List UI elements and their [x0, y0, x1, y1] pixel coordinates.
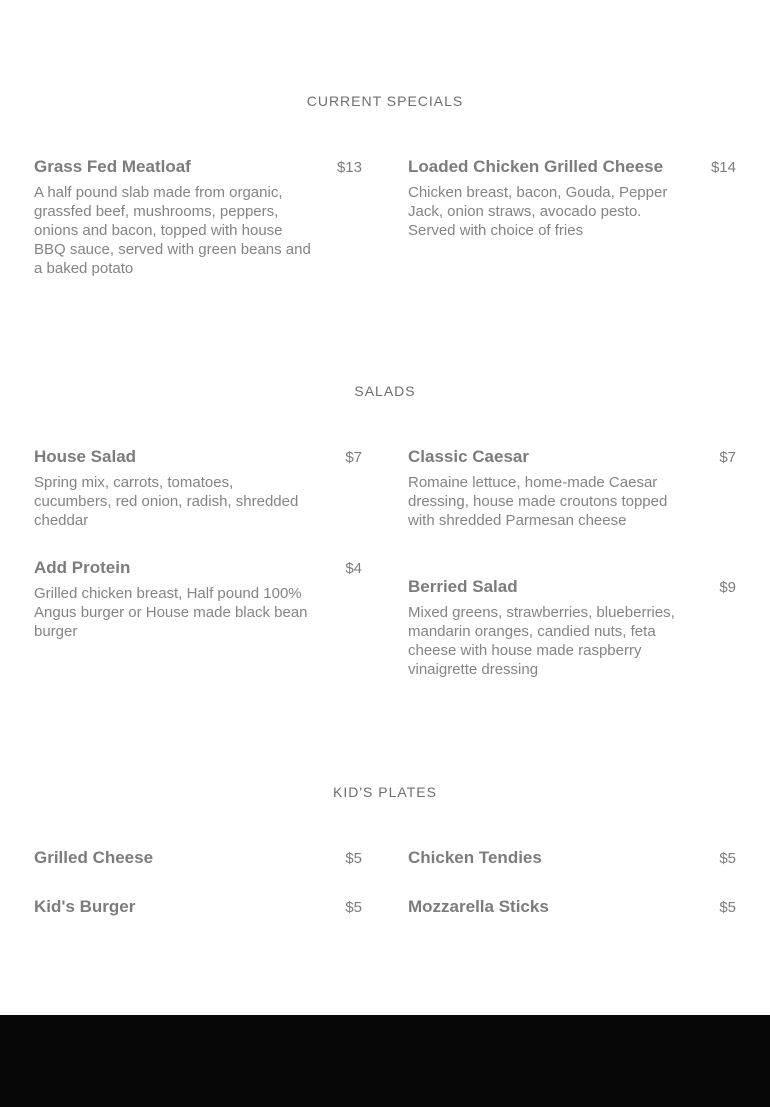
menu-item [408, 897, 736, 917]
menu-item [34, 558, 362, 641]
item-price: $9 [719, 579, 736, 596]
section-title-specials: CURRENT SPECIALS [306, 93, 464, 109]
item-name: Chicken Tendies [408, 848, 542, 867]
item-price: $5 [719, 850, 736, 867]
item-price: $14 [710, 159, 736, 176]
item-name: Grilled Cheese [34, 848, 154, 867]
item-price: $5 [345, 850, 362, 867]
menu-item [408, 577, 736, 679]
menu-item [408, 157, 736, 240]
item-price: $4 [345, 560, 362, 577]
item-name: Add Protein [34, 558, 131, 577]
menu-item [408, 848, 736, 868]
item-description: Spring mix, carrots, tomatoes, cucumbers, red onion, radish, shredded cheddar [34, 474, 299, 529]
item-description: Mixed greens, strawberries, blueberries, mandarin oranges, candied nuts, feta cheese with house made raspberry vinaigrette dressing [408, 604, 675, 678]
menu-item [34, 157, 362, 278]
item-price: $7 [345, 449, 362, 466]
item-description: A half pound slab made from organic, grassfed beef, mushrooms, peppers, onions and bacon, topped with house BBQ sauce, served with green beans and a baked potato [34, 184, 311, 277]
section-title-salads: SALADS [354, 383, 416, 399]
item-price: $5 [345, 899, 362, 916]
item-name: Berried Salad [408, 577, 518, 596]
item-description: Chicken breast, bacon, Gouda, Pepper Jack, onion straws, avocado pesto. Served with choice of fries [408, 184, 668, 239]
menu-item [34, 848, 362, 868]
menu-item [34, 897, 362, 917]
item-price: $7 [719, 449, 736, 466]
item-description: Romaine lettuce, home-made Caesar dressing, house made croutons topped with shredded Parmesan cheese [408, 474, 668, 529]
item-name: Kid's Burger [34, 897, 136, 916]
item-description: Grilled chicken breast, Half pound 100% Angus burger or House made black bean burger [34, 585, 308, 640]
item-price: $13 [336, 159, 362, 176]
item-price: $5 [719, 899, 736, 916]
item-name: House Salad [34, 447, 137, 466]
menu-item [408, 447, 736, 530]
item-name: Grass Fed Meatloaf [34, 157, 191, 176]
footer [0, 1015, 770, 1107]
item-name: Loaded Chicken Grilled Cheese [408, 157, 664, 176]
section-title-kids: KID'S PLATES [333, 784, 437, 800]
menu-item [34, 447, 362, 530]
item-name: Classic Caesar [408, 447, 529, 466]
item-name: Mozzarella Sticks [408, 897, 549, 916]
